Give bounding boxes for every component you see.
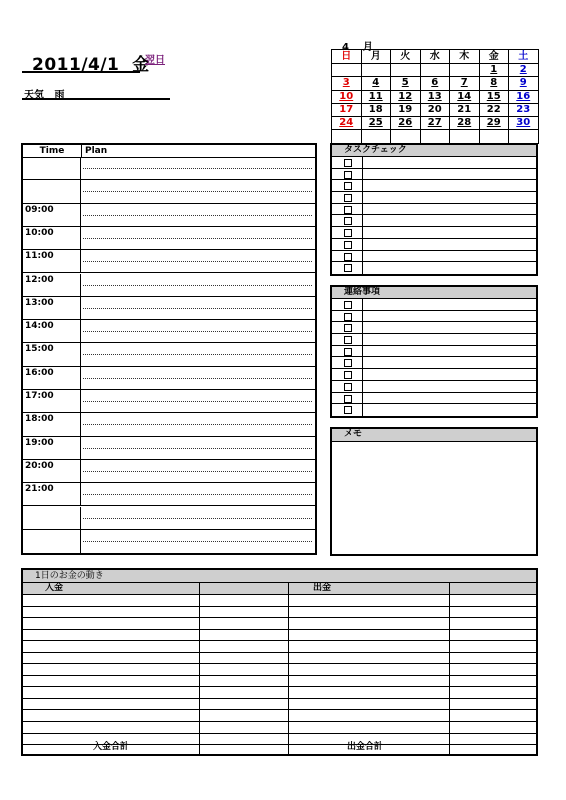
calendar-day[interactable]: 16	[509, 90, 539, 103]
slot-dotted-line	[83, 238, 312, 239]
income-label: 入金	[45, 583, 64, 593]
schedule-slot[interactable]	[23, 530, 315, 553]
slot-dotted-line	[83, 191, 312, 192]
slot-dotted-line	[83, 471, 312, 472]
calendar-month-number: 4	[342, 42, 349, 53]
checkbox-icon[interactable]	[344, 171, 352, 179]
task-check-row	[332, 215, 536, 227]
money-table	[21, 568, 538, 756]
calendar-day[interactable]: 7	[450, 77, 480, 90]
slot-time: 19:00	[23, 437, 81, 459]
money-row[interactable]	[23, 687, 536, 699]
calendar-weekday: 日	[332, 50, 362, 64]
calendar-weekday: 火	[391, 50, 421, 64]
slot-dotted-line	[83, 424, 312, 425]
money-row[interactable]	[23, 699, 536, 711]
schedule-slot[interactable]	[23, 204, 315, 227]
row-divider	[362, 192, 363, 203]
calendar-day[interactable]: 27	[420, 117, 450, 130]
checkbox-icon[interactable]	[344, 182, 352, 190]
slot-time: 11:00	[23, 250, 81, 272]
schedule-slot[interactable]	[23, 274, 315, 297]
expense-label: 出金	[313, 583, 332, 593]
schedule-slot[interactable]	[23, 227, 315, 250]
slot-dotted-line	[83, 494, 312, 495]
calendar-day[interactable]: 2	[509, 64, 539, 77]
slot-time: 14:00	[23, 320, 81, 342]
checkbox-icon[interactable]	[344, 383, 352, 391]
slot-time: 18:00	[23, 413, 81, 435]
row-divider	[362, 381, 363, 392]
next-day-link[interactable]: 翌日	[145, 55, 165, 66]
calendar-day	[391, 130, 421, 143]
calendar-day[interactable]: 14	[450, 90, 480, 103]
calendar-month-unit: 月	[362, 42, 373, 53]
money-row[interactable]	[23, 607, 536, 619]
contact-row	[332, 357, 536, 369]
calendar-day[interactable]: 22	[479, 103, 509, 116]
task-check-row	[332, 169, 536, 181]
calendar-day[interactable]: 10	[332, 90, 362, 103]
slot-time: 12:00	[23, 274, 81, 296]
calendar-day[interactable]: 11	[361, 90, 391, 103]
calendar-weekday: 水	[420, 50, 450, 64]
checkbox-icon[interactable]	[344, 359, 352, 367]
contact-row	[332, 393, 536, 405]
slot-time: 15:00	[23, 343, 81, 365]
slot-dotted-line	[83, 448, 312, 449]
schedule-slot[interactable]	[23, 343, 315, 366]
title-underline	[22, 71, 140, 73]
slot-time	[23, 530, 81, 553]
calendar-weekday: 金	[479, 50, 509, 64]
row-divider	[362, 369, 363, 380]
weather-value: 雨	[54, 90, 65, 101]
row-divider	[362, 180, 363, 191]
task-check-row	[332, 251, 536, 263]
calendar-day[interactable]: 20	[420, 103, 450, 116]
contact-row	[332, 311, 536, 323]
slot-dotted-line	[83, 378, 312, 379]
slot-time	[23, 180, 81, 202]
task-check-row	[332, 262, 536, 274]
calendar-day[interactable]: 17	[332, 103, 362, 116]
row-divider	[362, 393, 363, 404]
row-divider	[362, 251, 363, 262]
calendar-day[interactable]: 13	[420, 90, 450, 103]
calendar-weekday: 木	[450, 50, 480, 64]
checkbox-icon[interactable]	[344, 406, 352, 414]
calendar-day	[450, 64, 480, 77]
row-divider	[362, 404, 363, 416]
row-divider	[362, 227, 363, 238]
schedule-slot[interactable]	[23, 250, 315, 273]
task-check-row	[332, 157, 536, 169]
row-divider	[362, 169, 363, 180]
weekday-text: 金	[132, 55, 150, 75]
calendar-day	[361, 64, 391, 77]
money-title: 1日のお金の動き	[23, 570, 536, 583]
slot-time: 17:00	[23, 390, 81, 412]
slot-time: 16:00	[23, 367, 81, 389]
mini-calendar	[331, 49, 539, 144]
calendar-day	[332, 130, 362, 143]
contact-row	[332, 369, 536, 381]
checkbox-icon[interactable]	[344, 371, 352, 379]
checkbox-icon[interactable]	[344, 313, 352, 321]
calendar-day[interactable]: 29	[479, 117, 509, 130]
slot-time: 13:00	[23, 297, 81, 319]
slot-time	[23, 507, 81, 529]
calendar-day[interactable]: 18	[361, 103, 391, 116]
checkbox-icon[interactable]	[344, 264, 352, 272]
calendar-day[interactable]: 5	[391, 77, 421, 90]
slot-dotted-line	[83, 331, 312, 332]
checkbox-icon[interactable]	[344, 301, 352, 309]
money-row[interactable]	[23, 595, 536, 607]
calendar-day[interactable]: 15	[479, 90, 509, 103]
calendar-day[interactable]: 8	[479, 77, 509, 90]
checkbox-icon[interactable]	[344, 217, 352, 225]
checkbox-icon[interactable]	[344, 336, 352, 344]
slot-time: 21:00	[23, 483, 81, 505]
calendar-day	[450, 130, 480, 143]
slot-dotted-line	[83, 285, 312, 286]
money-row[interactable]	[23, 676, 536, 688]
row-divider	[362, 215, 363, 226]
money-row[interactable]	[23, 653, 536, 665]
calendar-weekday: 月	[361, 50, 391, 64]
calendar-day[interactable]: 12	[391, 90, 421, 103]
calendar-day	[391, 64, 421, 77]
money-row[interactable]	[23, 618, 536, 630]
checkbox-icon[interactable]	[344, 159, 352, 167]
slot-time: 10:00	[23, 227, 81, 249]
schedule-slot[interactable]	[23, 390, 315, 413]
slot-time: 20:00	[23, 460, 81, 482]
schedule-slot[interactable]	[23, 437, 315, 460]
time-header: Time	[23, 145, 82, 157]
slot-dotted-line	[83, 541, 312, 542]
contact-row	[332, 322, 536, 334]
weather-label: 天気	[24, 90, 44, 101]
slot-dotted-line	[83, 354, 312, 355]
memo-title: メモ	[332, 429, 536, 442]
money-row[interactable]	[23, 722, 536, 734]
calendar-day[interactable]: 25	[361, 117, 391, 130]
checkbox-icon[interactable]	[344, 395, 352, 403]
schedule-slot[interactable]	[23, 320, 315, 343]
schedule-slot[interactable]	[23, 157, 315, 180]
row-divider	[362, 299, 363, 310]
schedule-slot[interactable]	[23, 460, 315, 483]
money-row[interactable]	[23, 711, 536, 723]
contact-row	[332, 346, 536, 358]
row-divider	[362, 204, 363, 215]
slot-dotted-line	[83, 518, 312, 519]
task-check-row	[332, 192, 536, 204]
money-row[interactable]	[23, 641, 536, 653]
schedule-slot[interactable]	[23, 180, 315, 203]
calendar-day[interactable]: 6	[420, 77, 450, 90]
contact-row	[332, 381, 536, 393]
row-divider	[362, 157, 363, 168]
task-check-row	[332, 204, 536, 216]
slot-dotted-line	[83, 308, 312, 309]
row-divider	[362, 311, 363, 322]
calendar-day[interactable]: 3	[332, 77, 362, 90]
money-row[interactable]	[23, 734, 536, 746]
calendar-day	[509, 130, 539, 143]
calendar-day[interactable]: 28	[450, 117, 480, 130]
row-divider	[362, 322, 363, 333]
slot-dotted-line	[83, 168, 312, 169]
checkbox-icon[interactable]	[344, 348, 352, 356]
calendar-day	[420, 64, 450, 77]
checkbox-icon[interactable]	[344, 241, 352, 249]
row-divider	[362, 346, 363, 357]
calendar-day[interactable]: 4	[361, 77, 391, 90]
contact-panel	[330, 285, 538, 418]
row-divider	[362, 357, 363, 368]
date-text: 2011/4/1	[32, 55, 120, 75]
calendar-day[interactable]: 1	[479, 64, 509, 77]
calendar-day[interactable]: 26	[391, 117, 421, 130]
schedule-slot[interactable]	[23, 367, 315, 390]
income-total-label: 入金合計	[93, 742, 130, 752]
schedule-slot[interactable]	[23, 413, 315, 436]
calendar-day	[332, 64, 362, 77]
schedule-slot[interactable]	[23, 297, 315, 320]
checkbox-icon[interactable]	[344, 229, 352, 237]
calendar-day[interactable]: 21	[450, 103, 480, 116]
calendar-day[interactable]: 23	[509, 103, 539, 116]
memo-panel	[330, 427, 538, 556]
task-check-row	[332, 180, 536, 192]
schedule-slot[interactable]	[23, 483, 315, 506]
slot-dotted-line	[83, 261, 312, 262]
calendar-day[interactable]: 24	[332, 117, 362, 130]
plan-header: Plan	[85, 146, 108, 156]
calendar-day	[420, 130, 450, 143]
task-check-title: タスクチェック	[332, 145, 536, 157]
contact-row	[332, 334, 536, 346]
contact-title: 連絡事項	[332, 287, 536, 299]
slot-time	[23, 157, 81, 179]
weather-underline	[22, 98, 170, 100]
calendar-weekday: 土	[509, 50, 539, 64]
checkbox-icon[interactable]	[344, 324, 352, 332]
calendar-day	[479, 130, 509, 143]
calendar-day[interactable]: 30	[509, 117, 539, 130]
slot-dotted-line	[83, 401, 312, 402]
money-row[interactable]	[23, 664, 536, 676]
contact-row	[332, 299, 536, 311]
contact-row	[332, 404, 536, 416]
task-check-row	[332, 227, 536, 239]
slot-dotted-line	[83, 215, 312, 216]
row-divider	[362, 262, 363, 274]
checkbox-icon[interactable]	[344, 253, 352, 261]
money-row[interactable]	[23, 630, 536, 642]
money-subheader	[23, 583, 536, 595]
checkbox-icon[interactable]	[344, 206, 352, 214]
row-divider	[362, 334, 363, 345]
slot-time: 09:00	[23, 204, 81, 226]
row-divider	[362, 239, 363, 250]
task-check-row	[332, 239, 536, 251]
task-check-panel	[330, 143, 538, 276]
expense-total-label: 出金合計	[347, 742, 384, 752]
calendar-day	[361, 130, 391, 143]
calendar-day[interactable]: 19	[391, 103, 421, 116]
calendar-day[interactable]: 9	[509, 77, 539, 90]
checkbox-icon[interactable]	[344, 194, 352, 202]
schedule-table	[21, 143, 317, 555]
schedule-slot[interactable]	[23, 507, 315, 530]
